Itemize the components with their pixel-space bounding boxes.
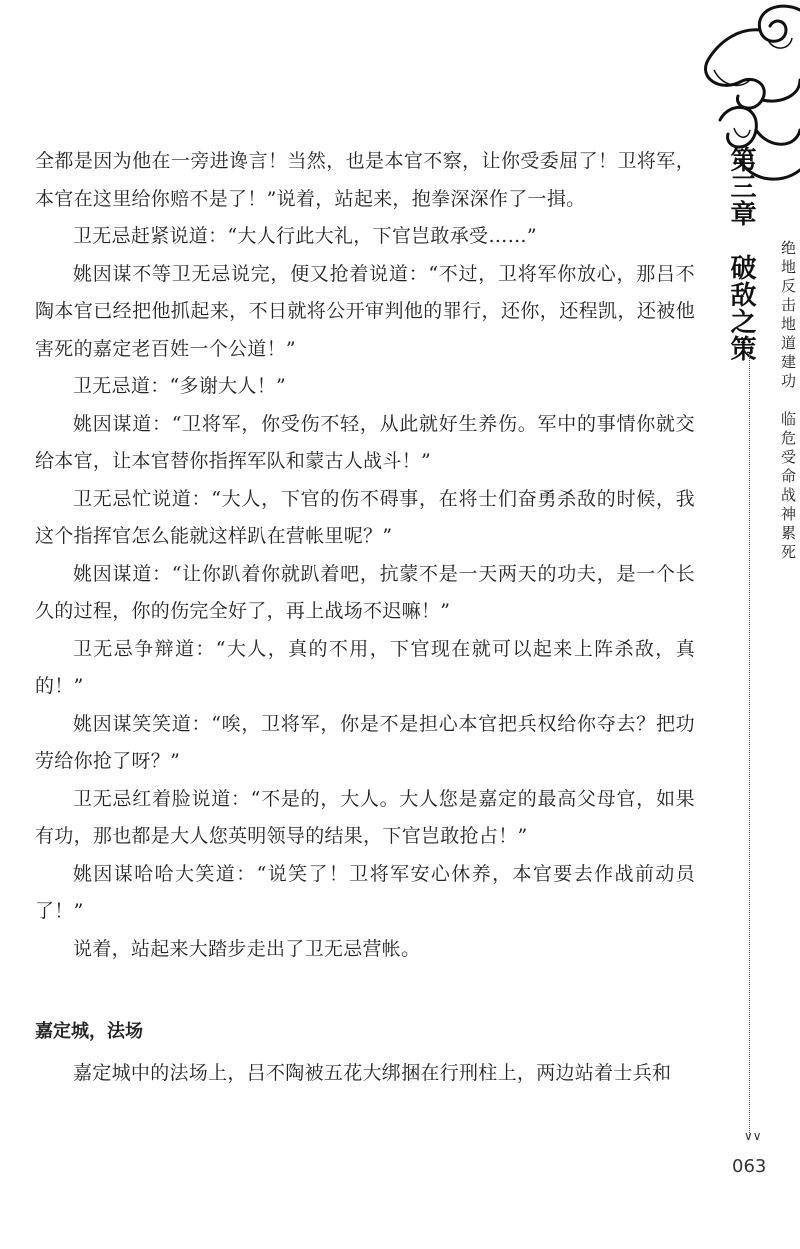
page-number: 063 <box>732 1156 767 1177</box>
paragraph: 姚因谋不等卫无忌说完，便又抢着说道：“不过，卫将军你放心，那吕不陶本官已经把他抓起来，不日就将公开审判他的罪行，还你，还程凯，还被他害死的嘉定老百姓一个公道！” <box>35 262 695 360</box>
paragraph: 姚因谋笑笑道：“唉，卫将军，你是不是担心本官把兵权给你夺去？把功劳给你抢了呀？” <box>35 712 695 772</box>
paragraph: 卫无忌赶紧说道：“大人行此大礼，下官岂敢承受……” <box>73 225 537 247</box>
paragraph: 卫无忌红着脸说道：“不是的，大人。大人您是嘉定的最高父母官，如果有功，那也都是大人您英明领导的结果，下官岂敢抢占！” <box>35 787 695 847</box>
chapter-subtitle: 绝地反击地道建功 临危受命战神累死 <box>779 240 797 563</box>
paragraph: 姚因谋道：“让你趴着你就趴着吧，抗蒙不是一天两天的功夫，是一个长久的过程，你的伤完全好了，再上战场不迟嘛！” <box>35 562 695 622</box>
paragraph: 说着，站起来大踏步走出了卫无忌营帐。 <box>73 937 421 960</box>
paragraph: 姚因谋道：“卫将军，你受伤不轻，从此就好生养伤。军中的事情你就交给本官，让本官替你指挥军队和蒙古人战斗！” <box>35 412 695 472</box>
divider <box>749 355 750 1135</box>
paragraph: 姚因谋哈哈大笑道：“说笑了！卫将军安心休养，本官要去作战前动员了！” <box>35 862 695 922</box>
chevron-down-icon: ∨∨ <box>744 1129 762 1143</box>
paragraph: 全都是因为他在一旁进谗言！当然，也是本官不察，让你受委屈了！卫将军，本官在这里给你赔不是了！”说着，站起来，抱拳深深作了一揖。 <box>35 150 695 210</box>
paragraph: 卫无忌忙说道：“大人，下官的伤不碍事，在将士们奋勇杀敌的时候，我这个指挥官怎么能就这样趴在营帐里呢？” <box>35 487 695 547</box>
main-text <box>35 143 695 1093</box>
paragraph: 卫无忌道：“多谢大人！” <box>73 375 287 397</box>
chapter-title: 第三章 破敌之策 <box>726 146 756 362</box>
section-heading: 嘉定城，法场 <box>35 1021 143 1042</box>
section-paragraph: 嘉定城中的法场上，吕不陶被五花大绑捆在行刑柱上，两边站着士兵和 <box>73 1062 672 1084</box>
paragraph: 卫无忌争辩道：“大人，真的不用，下官现在就可以起来上阵杀敌，真的！” <box>35 637 695 697</box>
